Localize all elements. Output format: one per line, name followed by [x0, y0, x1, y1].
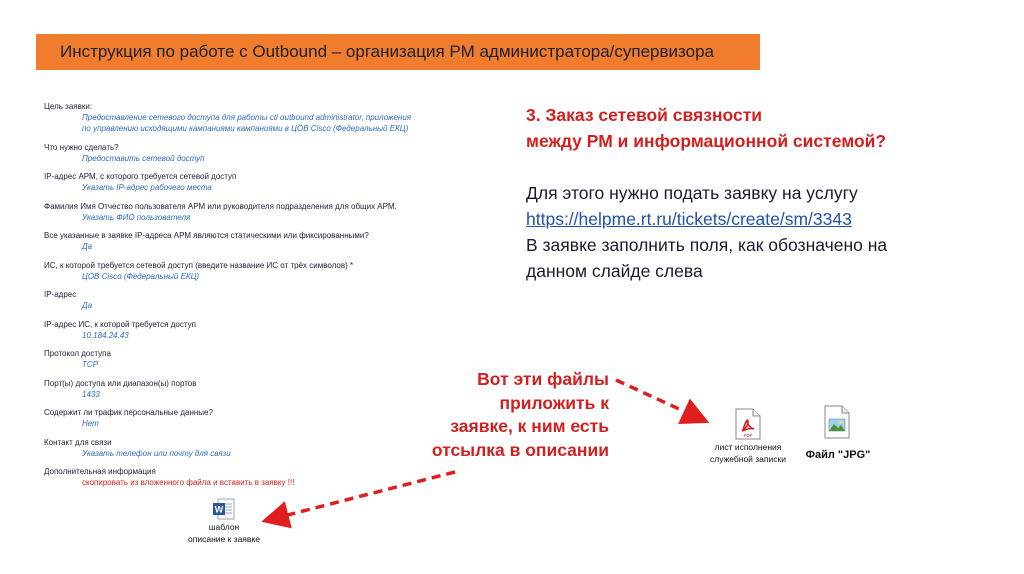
instructions-text: данном слайде слева: [526, 261, 703, 281]
field-value: 10.184.24.43: [82, 330, 129, 340]
field-label: Контакт для связи: [44, 437, 112, 447]
field-value: Нет: [82, 419, 99, 428]
field-value: Указать ФИО пользователя: [82, 212, 191, 222]
field-label: Содержит ли трафик персональные данные?: [44, 408, 213, 417]
slide-title: Инструкция по работе с Outbound – организация РМ администратора/супервизора: [60, 42, 715, 61]
field-value: Указать телефон или почту для связи: [82, 448, 231, 458]
field-label: Порт(ы) доступа или диапазон(ы) портов: [44, 378, 197, 388]
field-value: ЦОВ Cisco (Федеральный ЕКЦ): [82, 271, 200, 281]
instructions-heading: 3. Заказ сетевой связности: [526, 105, 763, 125]
field-label: ИС, к которой требуется сетевой доступ (введите название ИС от трёх символов) *: [44, 260, 354, 270]
field-value: 1433: [82, 389, 100, 399]
field-label: Протокол доступа: [44, 349, 111, 358]
callout-line: отсылка в описании: [431, 439, 609, 460]
field-value: по управлению исходящими кампаниями кампаниями в ЦОВ Cisco (Федеральный ЕКЦ): [82, 124, 409, 133]
pdf-file-label: лист исполнения служебной записки: [710, 442, 786, 464]
service-request-link[interactable]: https://helpme.rt.ru/tickets/create/sm/3343: [526, 209, 852, 229]
instructions-heading: между РМ и информационной системой?: [526, 131, 887, 151]
field-label: IP-адрес АРМ, с которого требуется сетевой доступ: [44, 172, 237, 181]
field-value: Да: [82, 242, 93, 251]
field-label: Фамилия Имя Отчество пользователя АРМ или руководителя подразделения для общих АРМ.: [44, 201, 397, 211]
callout-line: приложить к: [499, 392, 609, 413]
svg-text:PDF: PDF: [743, 433, 753, 438]
callout-line: заявке, к ним есть: [450, 416, 609, 436]
image-file-label: Файл "JPG": [805, 449, 871, 461]
field-label: IP-адрес: [44, 290, 77, 299]
instructions-text: Для этого нужно подать заявку на услугу: [526, 183, 858, 203]
instructions-text: В заявке заполнить поля, как обозначено на: [526, 235, 888, 255]
field-label: Цель заявки:: [44, 102, 93, 111]
field-value: Предоставить сетевой доступ: [82, 153, 205, 163]
field-label: Что нужно сделать?: [44, 142, 119, 152]
field-label: Дополнительная информация: [44, 467, 156, 476]
field-value: Предоставление сетевого доступа для работы cti outbound administrator, приложения: [82, 113, 412, 122]
word-file-label: шаблон описание к заявке: [188, 522, 260, 544]
field-label: Все указанные в заявке IP-адреса АРМ являются статическими или фиксированными?: [44, 231, 369, 240]
field-value: TCP: [82, 360, 98, 369]
field-value: Да: [82, 301, 93, 310]
field-value: Указать IP-адрес рабочего места: [82, 183, 212, 192]
svg-text:W: W: [214, 504, 224, 515]
arrow-to-template: [268, 472, 455, 520]
field-label: IP-адрес ИС, к которой требуется доступ: [44, 319, 196, 329]
field-value: скопировать из вложенного файла и вставить в заявку !!!: [82, 478, 295, 487]
callout-line: Вот эти файлы: [477, 369, 609, 389]
arrow-to-attachments: [616, 380, 703, 420]
